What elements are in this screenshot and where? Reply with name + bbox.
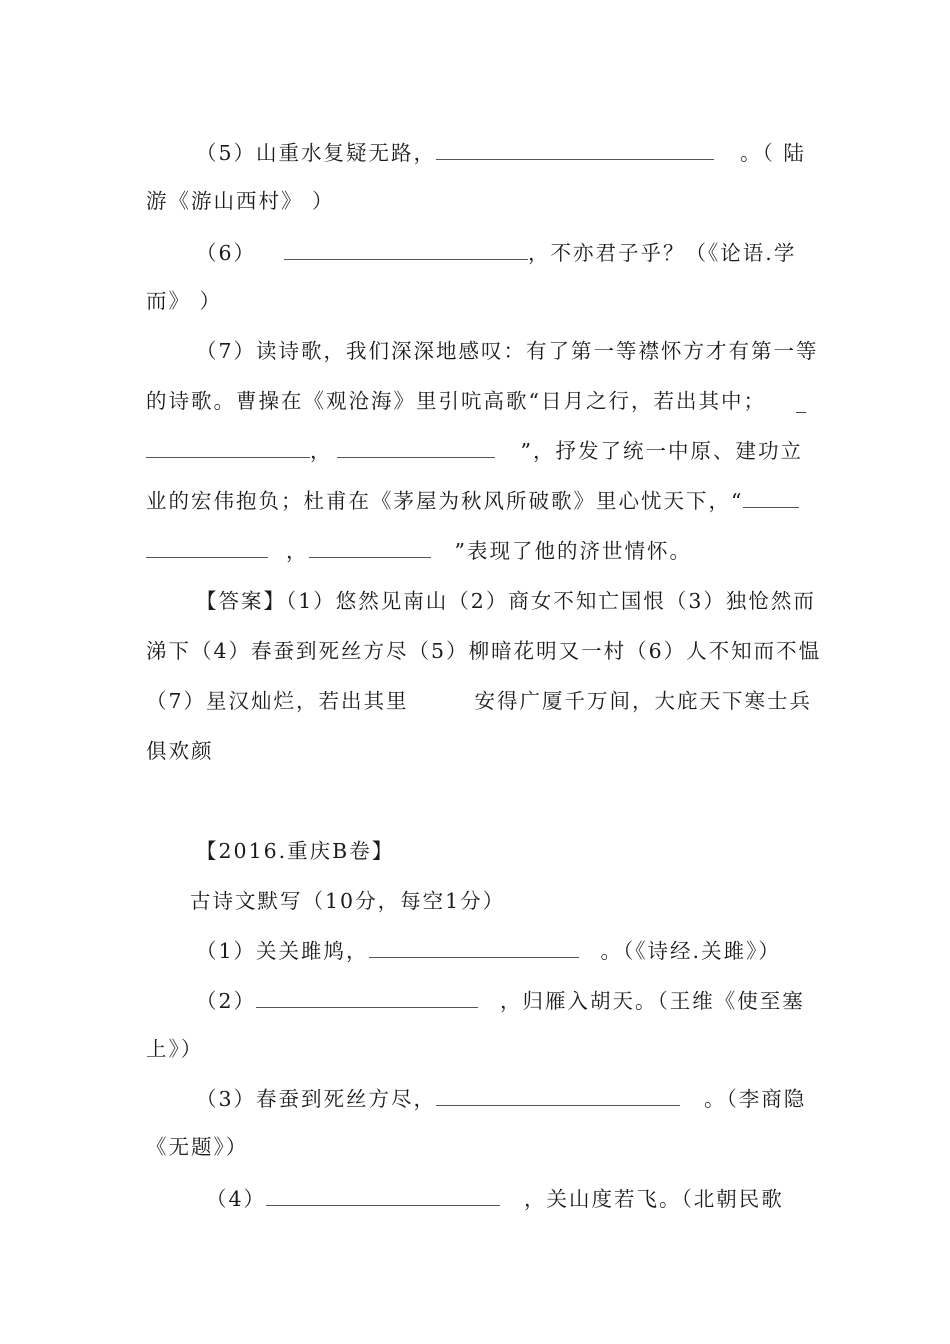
q2-source-line: 上》） [146,1037,204,1061]
section-heading: 【2016.重庆B卷】 [196,839,395,863]
answer-blank[interactable] [266,1187,500,1206]
q3-line: （3）春蚕到死丝方尽， 。（李商隐 [196,1087,807,1111]
answer-blank[interactable] [743,489,799,508]
q2-line: （2） ，归雁入胡天。（王维《使至塞 [196,989,805,1013]
question-6-text: ，不亦君子乎？（《论语.学 [528,241,797,265]
answer-line-4: 俱欢颜 [146,739,214,763]
answer-blank[interactable] [436,1087,680,1106]
question-5-source: 。（ 陆 [740,141,806,165]
section-instructions: 古诗文默写（10分，每空1分） [190,889,506,913]
question-5-text: （5）山重水复疑无路， [196,141,437,165]
question-7-line-5: ， ”表现了他的济世情怀。 [146,538,806,564]
answer-blank[interactable] [284,241,528,260]
question-6-line [196,240,856,266]
question-7-line-4: 业的宏伟抱负；杜甫在《茅屋为秋风所破歌》里心忧天下，“ [146,488,806,514]
answer-blank[interactable] [337,439,495,458]
answer-blank[interactable] [436,141,714,160]
question-7-line-3: ， ”，抒发了统一中原、建功立 [146,438,806,464]
question-5-line [196,140,856,166]
answer-blank[interactable] [309,539,431,558]
question-7-line-1: （7）读诗歌，我们深深地感叹：有了第一等襟怀方才有第一等 [196,339,819,363]
answer-blank[interactable] [146,539,268,558]
answer-blank[interactable] [256,989,478,1008]
answer-line-2: 涕下（4）春蚕到死丝方尽（5）柳暗花明又一村（6）人不知而不愠 [146,639,822,663]
question-5-source-line: 游《游山西村》 ） [146,189,335,213]
q4-line: （4） ，关山度若飞。（北朝民歌 [206,1187,784,1211]
q1-line: （1）关关雎鸠， 。（《诗经.关雎》） [196,939,781,963]
question-6-source-line: 而》 ） [146,289,223,313]
q3-source-line: 《无题》） [146,1135,249,1159]
question-6-number: （6） [196,241,257,265]
question-7-line-2: 的诗歌。曹操在《观沧海》里引吭高歌“日月之行，若出其中； _ [146,389,809,413]
answer-line-1: 【答案】（1）悠然见南山（2）商女不知亡国恨（3）独怆然而 [196,589,816,613]
answer-line-3: （7）星汉灿烂，若出其里 安得广厦千万间，大庇天下寒士兵 [146,689,813,713]
answer-blank[interactable] [146,439,310,458]
answer-blank[interactable] [369,939,579,958]
